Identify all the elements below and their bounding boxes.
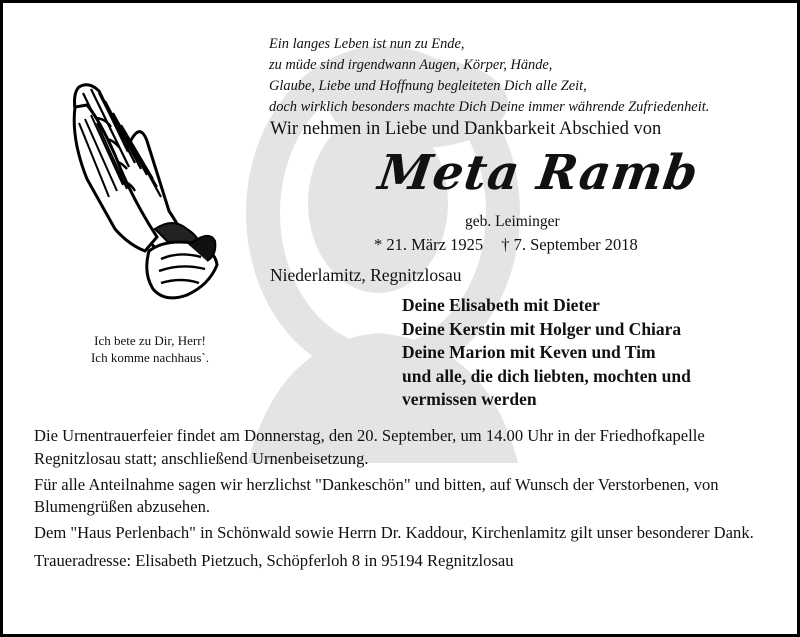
caption-line: Ich komme nachhaus`. (90, 350, 210, 365)
mourners-list (402, 294, 691, 412)
mourning-address: Traueradresse: Elisabeth Pietzuch, Schöpferloh 8 in 95194 Regnitzlosau (34, 550, 514, 570)
funeral-info: Die Urnentrauerfeier findet am Donnerstag, den 20. September, um 14.00 Uhr in der Friedhofkapelle Regnitzlosau statt; anschließend Urnenbeisetzung. (34, 426, 705, 468)
birth-name: geb. Leiminger (465, 213, 560, 230)
mourner-line: Deine Marion mit Keven und Tim (402, 342, 656, 363)
place-names: Niederlamitz, Regnitzlosau (270, 265, 462, 285)
life-dates (374, 235, 638, 255)
thanks-paragraph: Für alle Anteilnahme sagen wir herzlichst "Dankeschön" und bitten, auf Wunsch der Verstorbenen, von Blumengrüßen abzusehen. (34, 474, 719, 516)
poem-line: Ein langes Leben ist nun zu Ende, (269, 36, 465, 52)
poem-line: zu müde sind irgendwann Augen, Körper, Hände, (269, 57, 553, 73)
poem-line: doch wirklich besonders machte Dich Deine immer währende Zufriedenheit. (269, 99, 710, 115)
notice-body (34, 425, 779, 576)
prayer-caption (65, 332, 235, 366)
special-thanks: Dem "Haus Perlenbach" in Schönwald sowie Herrn Dr. Kaddour, Kirchenlamitz gilt unser besonderer Dank. (34, 523, 754, 542)
mourner-line: und alle, die dich liebten, mochten und (402, 365, 691, 386)
caption-line: Ich bete zu Dir, Herr! (94, 333, 206, 348)
birth-date: * 21. März 1925 (374, 235, 484, 254)
poem-line: Glaube, Liebe und Hoffnung begleiteten Dich alle Zeit, (269, 78, 587, 94)
mourner-line: vermissen werden (402, 389, 537, 410)
farewell-intro: Wir nehmen in Liebe und Dankbarkeit Abschied von (270, 119, 662, 139)
death-date: † 7. September 2018 (501, 235, 638, 254)
deceased-name: Meta Ramb (375, 145, 702, 201)
poem (269, 34, 709, 118)
mourner-line: Deine Elisabeth mit Dieter (402, 295, 600, 315)
mourner-line: Deine Kerstin mit Holger und Chiara (402, 318, 682, 339)
praying-hands-icon (69, 79, 221, 307)
